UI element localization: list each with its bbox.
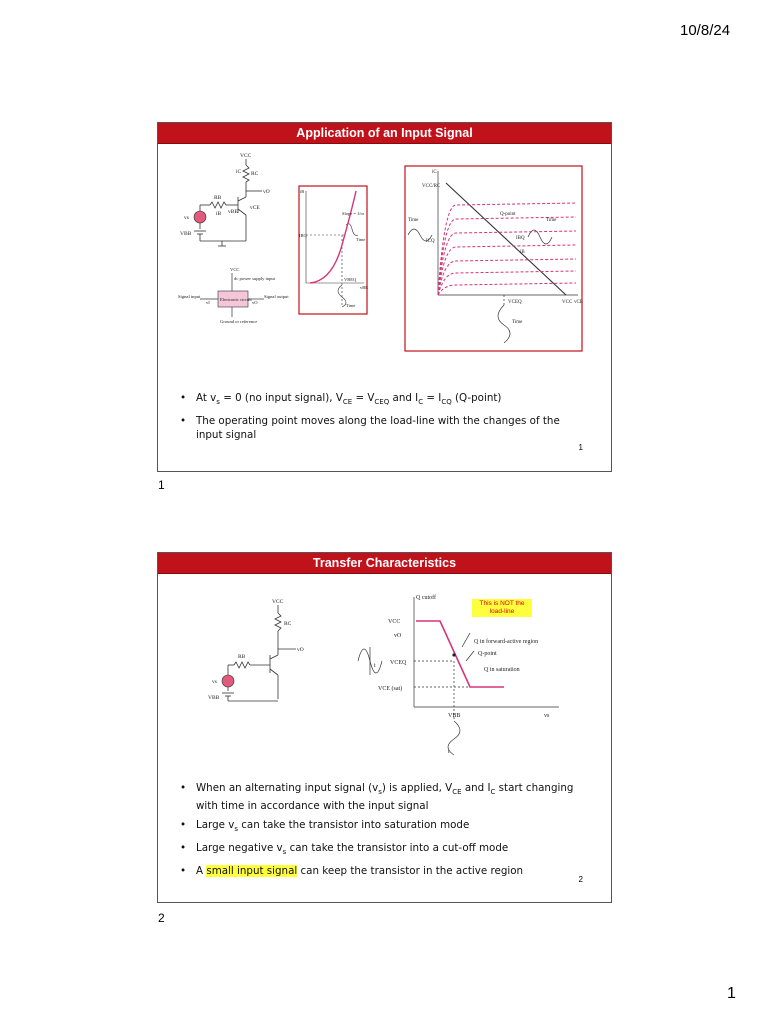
date: 10/8/24 [680, 22, 731, 39]
output-ib-label: iB [520, 250, 525, 255]
rc-label: RC [251, 171, 259, 177]
bullet-item: • Large negative $v_s$ can take the transistor into a cut-off mode [178, 841, 583, 859]
input-slope-label: Slope = 1/rπ [342, 211, 365, 216]
slide-number: 1 [578, 443, 583, 452]
bjt-circuit-diagram [176, 151, 286, 256]
ic-label: iC [236, 169, 242, 175]
q-cutoff-label: Q cutoff [416, 595, 437, 601]
transfer-t-left: t [374, 663, 376, 669]
output-time-bottom: Time [512, 320, 523, 325]
highlighted-text: small input signal [206, 865, 298, 878]
vcc-label: VCC [272, 599, 284, 605]
output-vcc-rc-label: VCC/RC [422, 184, 441, 189]
vs-label: vs [212, 679, 217, 685]
input-vbeq-label: VBEQ [344, 277, 357, 282]
block-signal-input: Signal input [178, 294, 201, 299]
vbe-label: vBE [228, 209, 238, 215]
bullet-item: • Large $v_s$ can take the transistor into saturation mode [178, 818, 583, 836]
output-ibq-label: IBQ [516, 236, 525, 241]
rb-label: RB [238, 654, 246, 660]
slide1-bullets [178, 391, 578, 447]
bullet-item: • At $v_s = 0$ (no input signal), $V_{CE} = V_{CEQ}$ and $I_C = I_{CQ}$ (Q-point) [178, 391, 578, 409]
block-signal-output: Signal output [264, 294, 289, 299]
block-box-label: Electronic circuit [220, 297, 252, 302]
transfer-characteristic-plot [354, 587, 564, 763]
input-ibq-label: IBQ [299, 233, 307, 238]
transfer-vbb-label: VBB [448, 713, 461, 719]
slide-title: Transfer Characteristics [158, 553, 611, 574]
vcc-label: VCC [240, 153, 252, 159]
input-time-bottom: Time [346, 303, 356, 308]
block-ground: Ground or reference [220, 319, 258, 324]
vo-label: vO [297, 647, 304, 653]
input-time-right: Time [356, 237, 366, 242]
output-vcc-label: VCC [562, 300, 573, 305]
transfer-vceq-label: VCEQ [390, 660, 407, 666]
transfer-vcc-label: VCC [388, 619, 401, 625]
output-vceq-label: VCEQ [508, 300, 522, 305]
bullet-item: • A small input signal can keep the transistor in the active region [178, 864, 583, 878]
slide-label: 1 [158, 478, 165, 492]
slide-title: Application of an Input Signal [158, 123, 611, 144]
page-number: 1 [727, 985, 736, 1002]
transfer-vo-axis: vO [394, 633, 402, 639]
transfer-vce-sat-label: VCE (sat) [378, 686, 403, 692]
slide-application-of-input-signal [157, 122, 612, 472]
ib-label: iB [216, 211, 222, 217]
transfer-t-bottom: t [448, 749, 450, 755]
vbb-label: VBB [180, 231, 192, 237]
q-saturation-label: Q in saturation [484, 667, 520, 673]
block-vcc: VCC [230, 267, 240, 272]
q-active-label: Q in forward-active region [474, 639, 539, 645]
not-load-line-note: This is NOT the load-line [472, 599, 532, 617]
slide-number: 2 [578, 875, 583, 884]
output-vce-axis: vCE [574, 300, 583, 305]
vce-label: vCE [250, 205, 260, 211]
input-characteristic-plot [298, 185, 368, 315]
vs-label: vs [184, 215, 189, 221]
slide-label: 2 [158, 911, 165, 925]
input-ib-axis: iB [300, 189, 305, 194]
input-vbe-axis: vBE [360, 285, 369, 290]
bjt-circuit-diagram-2 [198, 595, 318, 715]
transfer-qpoint-label: Q-point [478, 651, 497, 657]
vo-label: vO [263, 189, 270, 195]
slide2-bullets [178, 781, 583, 883]
vbb-label: VBB [208, 695, 220, 701]
rb-label: RB [214, 195, 222, 201]
output-ic-axis: iC [432, 170, 437, 175]
output-time-left: Time [408, 218, 419, 223]
slide-transfer-characteristics [157, 552, 612, 903]
bullet-item: • When an alternating input signal $(v_s)$ is applied, $V_{CE}$ and $I_C$ start changing with time in accordance with the input signal [178, 781, 583, 813]
bullet-item: • The operating point moves along the load-line with the changes of the input signal [178, 414, 578, 442]
transfer-vs-axis: vs [544, 713, 550, 719]
block-vo: vO [252, 300, 258, 305]
output-characteristic-plot [404, 165, 584, 353]
block-power-input: dc power supply input [234, 276, 275, 281]
output-qpoint-label: Q-point [500, 212, 516, 217]
rc-label: RC [284, 621, 292, 627]
output-time-right: Time [546, 218, 557, 223]
block-vi: vI [206, 300, 210, 305]
electronic-circuit-block-diagram [176, 267, 289, 337]
output-icq-label: ICQ [426, 239, 435, 244]
